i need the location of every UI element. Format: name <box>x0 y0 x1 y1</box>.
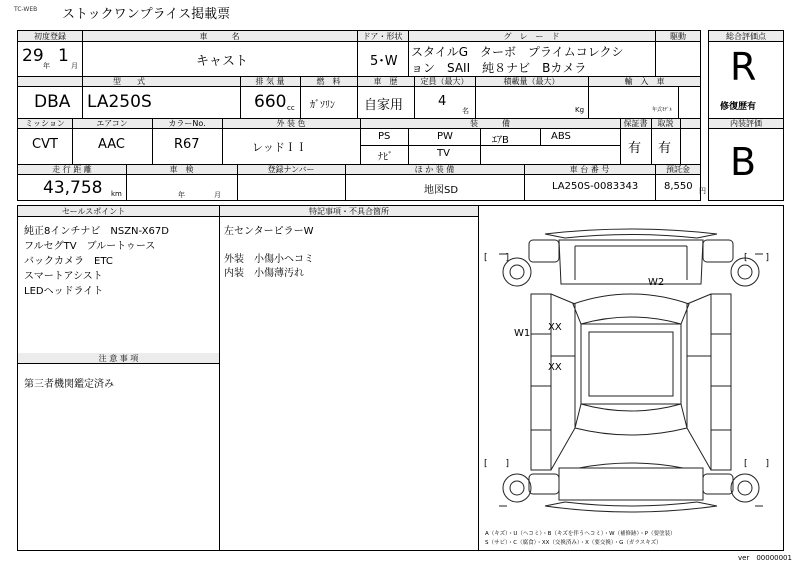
damage-mark-xx-rear: XX <box>548 362 562 373</box>
capacity-value: 4 <box>438 94 447 109</box>
equip-tv: TV <box>437 148 450 159</box>
model-prefix: DBA <box>34 92 71 112</box>
label-vehicle: 車 名 <box>199 32 240 41</box>
legend-line-1: A（キズ）・U（ヘコミ）・B（キズを伴うヘコミ）・W（補修跡）・P（要塗装） <box>485 531 676 537</box>
chassis-value: LA250S-0083343 <box>552 181 639 192</box>
displacement-unit: cc <box>287 104 295 112</box>
label-mileage: 走 行 距 離 <box>52 165 92 174</box>
sales-point-item: 純正8インチナビ NSZN-X67D <box>24 226 169 237</box>
year-unit: 年 <box>43 62 50 70</box>
label-model: 型 式 <box>113 77 145 86</box>
damage-mark-w1: W1 <box>514 328 531 339</box>
label-interior-grade: 内装評価 <box>730 119 762 128</box>
label-overall-grade: 総合評価点 <box>726 32 766 41</box>
month-unit: 月 <box>71 62 78 70</box>
label-inspection: 車 検 <box>169 165 194 174</box>
label-load: 積載量（最大） <box>503 77 560 86</box>
bracket-front-right: [ ] <box>744 253 770 263</box>
legend-line-2: S（サビ）・C（腐食）・XX（交換済み）・X（要交換）・G（ガラスキズ） <box>485 540 662 546</box>
label-other-equip: ほ か 装 備 <box>414 165 455 174</box>
caution-item: 第三者機関鑑定済み <box>24 379 114 390</box>
bracket-rear-right: [ ] <box>744 459 770 469</box>
capacity-unit: 名 <box>462 107 469 115</box>
sales-point-item: スマートアシスト <box>24 271 103 282</box>
color-no-value: R67 <box>174 137 200 152</box>
page-title: ストックワンプライス掲載票 <box>62 7 231 22</box>
label-chassis: 車 台 番 号 <box>569 165 610 174</box>
equip-abs: ABS <box>551 131 571 142</box>
door-value: 5･W <box>370 54 398 69</box>
sales-point-item: フルセグTV ブルートゥース <box>24 241 156 252</box>
overall-grade-value: R <box>730 45 757 89</box>
label-capacity: 定員（最大） <box>420 77 469 86</box>
damage-mark-xx-front: XX <box>548 322 562 333</box>
displacement-value: 660 <box>254 92 287 112</box>
label-drive: 駆動 <box>670 32 686 41</box>
bracket-front-left: [ ] <box>484 253 510 263</box>
warranty-value: 有 <box>628 141 642 156</box>
aircon-value: AAC <box>98 137 125 152</box>
label-import: 輸 入 車 <box>624 77 665 86</box>
sales-point-item: LEDヘッドライト <box>24 286 104 297</box>
import-unit: 年式ﾓﾃﾞﾙ <box>652 107 673 113</box>
label-fuel: 燃 料 <box>316 77 341 86</box>
fuel-value: ｶﾞｿﾘﾝ <box>310 100 335 111</box>
grade-line-1: スタイルG ターボ プライムコレクシ <box>411 45 624 59</box>
bracket-rear-left: [ ] <box>484 459 510 469</box>
label-color-no: カラーNo. <box>168 119 206 128</box>
label-deposit: 預託金 <box>666 165 690 174</box>
label-door: ドア・形状 <box>362 32 403 41</box>
category-value: 自家用 <box>364 98 404 113</box>
inspection-year-unit: 年 <box>178 191 185 199</box>
deposit-unit: 円 <box>699 187 706 195</box>
mileage-value: 43,758 <box>43 178 103 198</box>
repair-history: 修復歴有 <box>720 102 757 112</box>
equip-pw: PW <box>437 131 453 142</box>
label-exterior-color: 外 装 色 <box>276 119 306 128</box>
note-item: 外装 小傷小ヘコミ <box>224 254 314 265</box>
interior-grade-value: B <box>730 140 757 184</box>
label-warranty: 保証書 <box>623 119 648 128</box>
label-notes: 特記事項・不具合箇所 <box>309 207 389 216</box>
label-equipment: 装 備 <box>470 119 510 128</box>
first-reg-month: 1 <box>58 46 69 66</box>
equip-navi: ﾅﾋﾞ <box>378 152 393 163</box>
equip-airbag: ｴｱB <box>492 135 509 146</box>
other-equip-value: 地図SD <box>424 185 459 196</box>
model-code: LA250S <box>87 92 152 112</box>
label-transmission: ミッション <box>25 119 65 128</box>
deposit-value: 8,550 <box>664 181 693 192</box>
grade-line-2: ョン SAII 純８ナビ Bカメラ <box>411 61 587 75</box>
car-diagram <box>479 206 783 550</box>
vehicle-name: キャスト <box>196 54 249 69</box>
note-item: 左センターピラーW <box>224 226 314 237</box>
damage-mark-w2: W2 <box>648 277 665 288</box>
mileage-unit: km <box>111 190 122 198</box>
note-item: 内装 小傷薄汚れ <box>224 268 304 279</box>
label-aircon: エアコン <box>96 119 128 128</box>
label-cautions: 注 意 事 項 <box>98 354 139 363</box>
equip-ps: PS <box>378 131 391 142</box>
first-reg-year: 29 <box>22 46 44 66</box>
transmission-value: CVT <box>32 137 58 152</box>
inspection-month-unit: 月 <box>214 191 221 199</box>
label-sales-points: セールスポイント <box>62 207 126 216</box>
label-first-reg: 初度登録 <box>34 32 66 41</box>
exterior-color-value: レッドＩＩ <box>252 141 307 154</box>
logo: TC-WEB <box>14 6 38 13</box>
load-unit: Kg <box>575 106 585 114</box>
label-displacement: 排 気 量 <box>255 77 285 86</box>
label-category: 車 歴 <box>373 77 398 86</box>
label-manual: 取説 <box>657 119 674 128</box>
sales-point-item: バックカメラ ETC <box>24 256 113 267</box>
manual-value: 有 <box>658 141 672 156</box>
label-plate: 登録ナンバー <box>267 165 315 174</box>
label-grade: グ レ ー ド <box>503 32 560 41</box>
version: ver 00000001 <box>738 554 792 562</box>
